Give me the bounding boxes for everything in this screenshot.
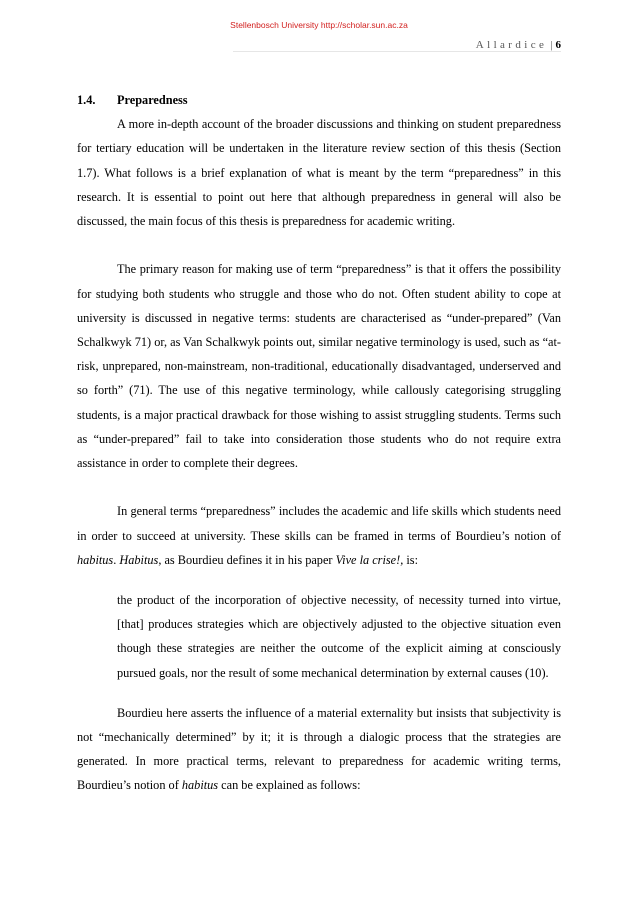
habitus-term: habitus <box>181 778 219 793</box>
header-rule <box>233 51 561 52</box>
page-number: 6 <box>555 39 561 51</box>
repository-header[interactable]: Stellenbosch University http://scholar.sun.ac.za <box>230 20 408 30</box>
habitus-term: Habitus <box>119 552 159 567</box>
section-number: 1.4. <box>77 93 96 107</box>
section-title: Preparedness <box>117 93 188 107</box>
paragraph-3-text-b: . <box>113 552 120 567</box>
paragraph-1: A more in-depth account of the broader discussions and thinking on student preparedness for tertiary education will be undertaken in the literature review section of this thesis (Section 1.7). What follows is a brief explanation of what is meant by the term “preparedness” in this research. It is essential to point out here that although preparedness in general will also be discussed, the main focus of this thesis is preparedness for academic writing. <box>77 117 561 228</box>
paragraph-4-text-a: Bourdieu here asserts the influence of a material externality but insists that subjectivity is not “mechanically determined” by it; it is through a dialogic process that the strategies are generated. In more practical terms, relevant to preparedness for academic writing terms, Bourdieu’s notion of <box>77 705 561 793</box>
paragraph-spacer <box>77 685 561 701</box>
habitus-term: habitus <box>77 552 114 567</box>
paragraph-4-text-b: can be explained as follows: <box>218 778 361 793</box>
paragraph-4 <box>77 701 561 798</box>
running-head-author: Allardice <box>475 39 548 51</box>
paragraph-3-text-c: , as Bourdieu defines it in his paper <box>158 552 336 567</box>
paragraph-spacer <box>77 233 561 257</box>
paragraph-2: The primary reason for making use of term “preparedness” is that it offers the possibility for studying both students who struggle and those who do not. Often student ability to cope at university is discussed in negative terms: students are characterised as “under-prepared” (Van Schalkwyk 71) or, as Van Schalkwyk points out, similar negative terminology is used, such as “at-risk, unprepared, non-mainstream, non-traditional, educationally disadvantaged, underserved and so forth” (71). The use of this negative terminology, while callously categorising struggling students, is a major practical drawback for those wishing to assist struggling students. Terms such as “under-prepared” fail to take into consideration those students who do not require extra assistance in order to complete their degrees. <box>77 262 561 471</box>
paragraph-3 <box>77 499 561 572</box>
paper-title: Vive la crise!, <box>335 552 404 567</box>
block-quote: the product of the incorporation of objective necessity, of necessity turned into virtue, [that] produces strategies which are objectively adjusted to the objective situation even though these strategies are neither the outcome of the explicit aiming at consciously pursued goals, nor the result of some mechanical determination by external causes (10). <box>117 593 561 680</box>
paragraph-3-text-a: In general terms “preparedness” includes the academic and life skills which students need in order to succeed at university. These skills can be framed in terms of Bourdieu’s notion of <box>77 504 561 543</box>
paragraph-spacer <box>77 475 561 499</box>
running-head-separator: | <box>550 39 553 51</box>
paragraph-spacer <box>77 572 561 588</box>
page-body <box>77 88 561 798</box>
section-heading <box>77 88 561 112</box>
paragraph-3-text-d: is: <box>403 552 418 567</box>
running-head <box>476 39 561 51</box>
